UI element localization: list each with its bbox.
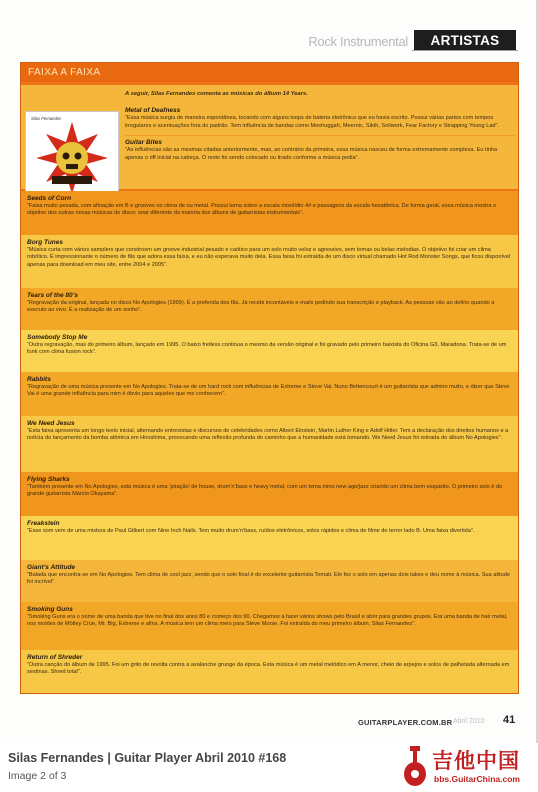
- track-name: Seeds of Corn: [27, 195, 72, 202]
- image-caption: Silas Fernandes | Guitar Player Abril 2010 #168: [8, 751, 287, 765]
- section-tag: ARTISTAS: [414, 30, 516, 51]
- band-intro: [21, 85, 518, 189]
- track-seeds-of-corn: [21, 191, 518, 235]
- track-somebody-stop-me: [21, 330, 518, 372]
- footer-date: Abril 2010: [453, 718, 485, 725]
- track-name: Guitar Bites: [125, 139, 162, 147]
- section-name: Rock Instrumental: [308, 34, 408, 49]
- track-name: Freakstein: [27, 520, 60, 527]
- track-name: Return of Shreder: [27, 654, 83, 661]
- track-text: “Outra regravação, mas do primeiro álbum, lançado em 1995. O baixo fretless continua o mesmo da versão original e foi gravado pelo primeiro baixista do Oficina G3, Maradona. Trata-se de um funk com clima fusion rock”.: [27, 342, 507, 356]
- track-text: “Outra canção do álbum de 1995. Foi um grito de revolta contra a avalanche grunge da época. Esta música é um metal melódico em A menor, cheio de arpejos e solos de palhetada alternada em sextinas. Shred total”.: [27, 662, 510, 676]
- track-name: Tears of the 80’s: [27, 292, 78, 299]
- track-name: Flying Sharks: [27, 476, 70, 483]
- track-name: Somebody Stop Me: [27, 334, 88, 341]
- site-logo[interactable]: [398, 744, 534, 790]
- track-name: Smoking Guns: [27, 606, 73, 613]
- cover-label: Silas Fernandes: [31, 116, 62, 121]
- track-flying-sharks: [21, 472, 518, 516]
- header-divider: [412, 50, 518, 51]
- track-giants-attitude: [21, 560, 518, 602]
- track-tears-of-the-80s: [21, 288, 518, 330]
- track-text: “Esta faixa apresenta um longo texto inicial, alternando entrevistas e discursos de celebridades como Albert Einstein, Martin Luther King e Adolf Hitler. Tem a declaração dos direitos humanos e a notícia do lançamento da bomba atômica em Hiroshima, provocando uma reflexão profunda do caminho que a humanidade está tomando. We Need Jesus foi retirada do álbum No Apologies”.: [27, 428, 509, 442]
- logo-text: 吉他中国: [432, 750, 520, 773]
- track-return-of-shreder: [21, 650, 518, 693]
- track-text: “Smoking Guns era o nome de uma banda que tive no final dos anos 80 e começo dos 90. Chegamos a fazer vários shows pelo Brasil e abrir para grandes grupos. Era uma banda de hair metal, nos moldes de Mötley Crüe, Mr. Big, Extreme e afins. A música tem um clima meio para Steve Morse. Foi extraída do meu primeiro álbum, Silas Fernandes”.: [27, 614, 508, 628]
- image-counter: Image 2 of 3: [8, 770, 67, 782]
- intro-text: A seguir, Silas Fernandes comenta as músicas do álbum 14 Years.: [125, 91, 308, 97]
- guitar-icon: [398, 746, 432, 788]
- track-name: Rabbits: [27, 376, 51, 383]
- track-text: “Faixa muito pesada, com afinação em B e grooves no clima de nu metal. Possui tema sobre a escala mixolídio 4# e passagens da escala hexatônica. De forma geral, essa música mostra o objetivo dos outras novas músicas do disco: soar diferente da maioria dos álbuns de guitarristas instrumentais”.: [27, 203, 497, 217]
- footer-site: GUITARPLAYER.COM.BR: [358, 718, 453, 727]
- track-name: Borg Tunes: [27, 239, 63, 246]
- track-text: “As influências são as mesmas citadas anteriormente, mas, ao contrário da primeira, essa música nasceu de forma extremamente complexa. Eu tinha apenas o riff inicial na cabeça. O resto foi sendo colocado ou tirado conforme a música pedia”.: [125, 147, 498, 161]
- track-text: “Esse som vem de uma mistura de Paul Gilbert com Nine Inch Nails. Tem muito drum’n’bass, ruídos eletrônicos, solos rápidos e clima de filme de terror lado B. Uma faixa divertida”.: [27, 528, 475, 534]
- track-text: “Música curta com vários samplers que constroem um groove industrial pesado e caótico para um solo muito veloz e agressivo, sem tomas ou belas melodias. O objetivo foi criar um clima robótico. É impressionante o número de fãs que adora essa faixa, e eu não esperava muito dela. Essa faixa foi extraída de um disco virtual chamado Hot Rod Monster Songs, que ficou disponível apenas para download em meu site, entre 2004 e 2005”.: [27, 247, 511, 268]
- logo-url: bbs.GuitarChina.com: [434, 774, 520, 784]
- track-name: We Need Jesus: [27, 420, 75, 427]
- track-text: “Regravação de uma música presente em No Apologies. Trata-se de um hard rock com influências de Extreme e Steve Vai. Nuno Bettencourt é um guitarrista que admiro muito, e dizer que Steve Vai é uma grande influência para mim é óbvio para aqueles que me conhecem”.: [27, 384, 510, 398]
- track-text: “Regravação da original, lançada no disco No Apologies (1999). É a preferida dos fãs. Já recebi incontáveis e-mails pedindo sua transcrição e playback. As pessoas vão ao delírio quando a executo ao vivo. É a realização de um sonho”.: [27, 300, 495, 314]
- track-smoking-guns: [21, 602, 518, 650]
- track-we-need-jesus: [21, 416, 518, 472]
- track-text: “Balada que encontra-se em No Apologies. Tem clima de cool jazz, sendo que o solo final é do excelente guitarrista Tomati. Ele fez o solo em apenas dois takes e deu nome à música. Sua atitude foi incrível”.: [27, 572, 510, 586]
- track-name: Metal of Deafness: [125, 107, 181, 115]
- panel-title: FAIXA A FAIXA: [21, 63, 518, 82]
- track-rabbits: [21, 372, 518, 416]
- track-name: Giant’s Attitude: [27, 564, 76, 571]
- track-text: “Também presente em No Apologies, esta música é uma ‘piração’ de house, drum’n’bass e heavy metal, com um tema mino new age/jazz criando um clima bem esquisito. O primeiro solo é do grande guitarrista Márcio Okayama”.: [27, 484, 503, 498]
- track-by-track-panel: [20, 62, 519, 694]
- track-text: “Essa música surgiu de maneira espontânea, tocando com alguns loops de bateria eletrônica que eu havia escrito. Possui várias partes com tempos irregulares e acentuações fora do padrão. Tem influência de bandas como Meshuggah, Meernic, Sikth, Soilwork, Fear Factory e Strapping Young Lad”.: [125, 115, 499, 129]
- track-freakstein: [21, 516, 518, 560]
- page-number: 41: [503, 714, 516, 726]
- track-borg-tunes: [21, 235, 518, 288]
